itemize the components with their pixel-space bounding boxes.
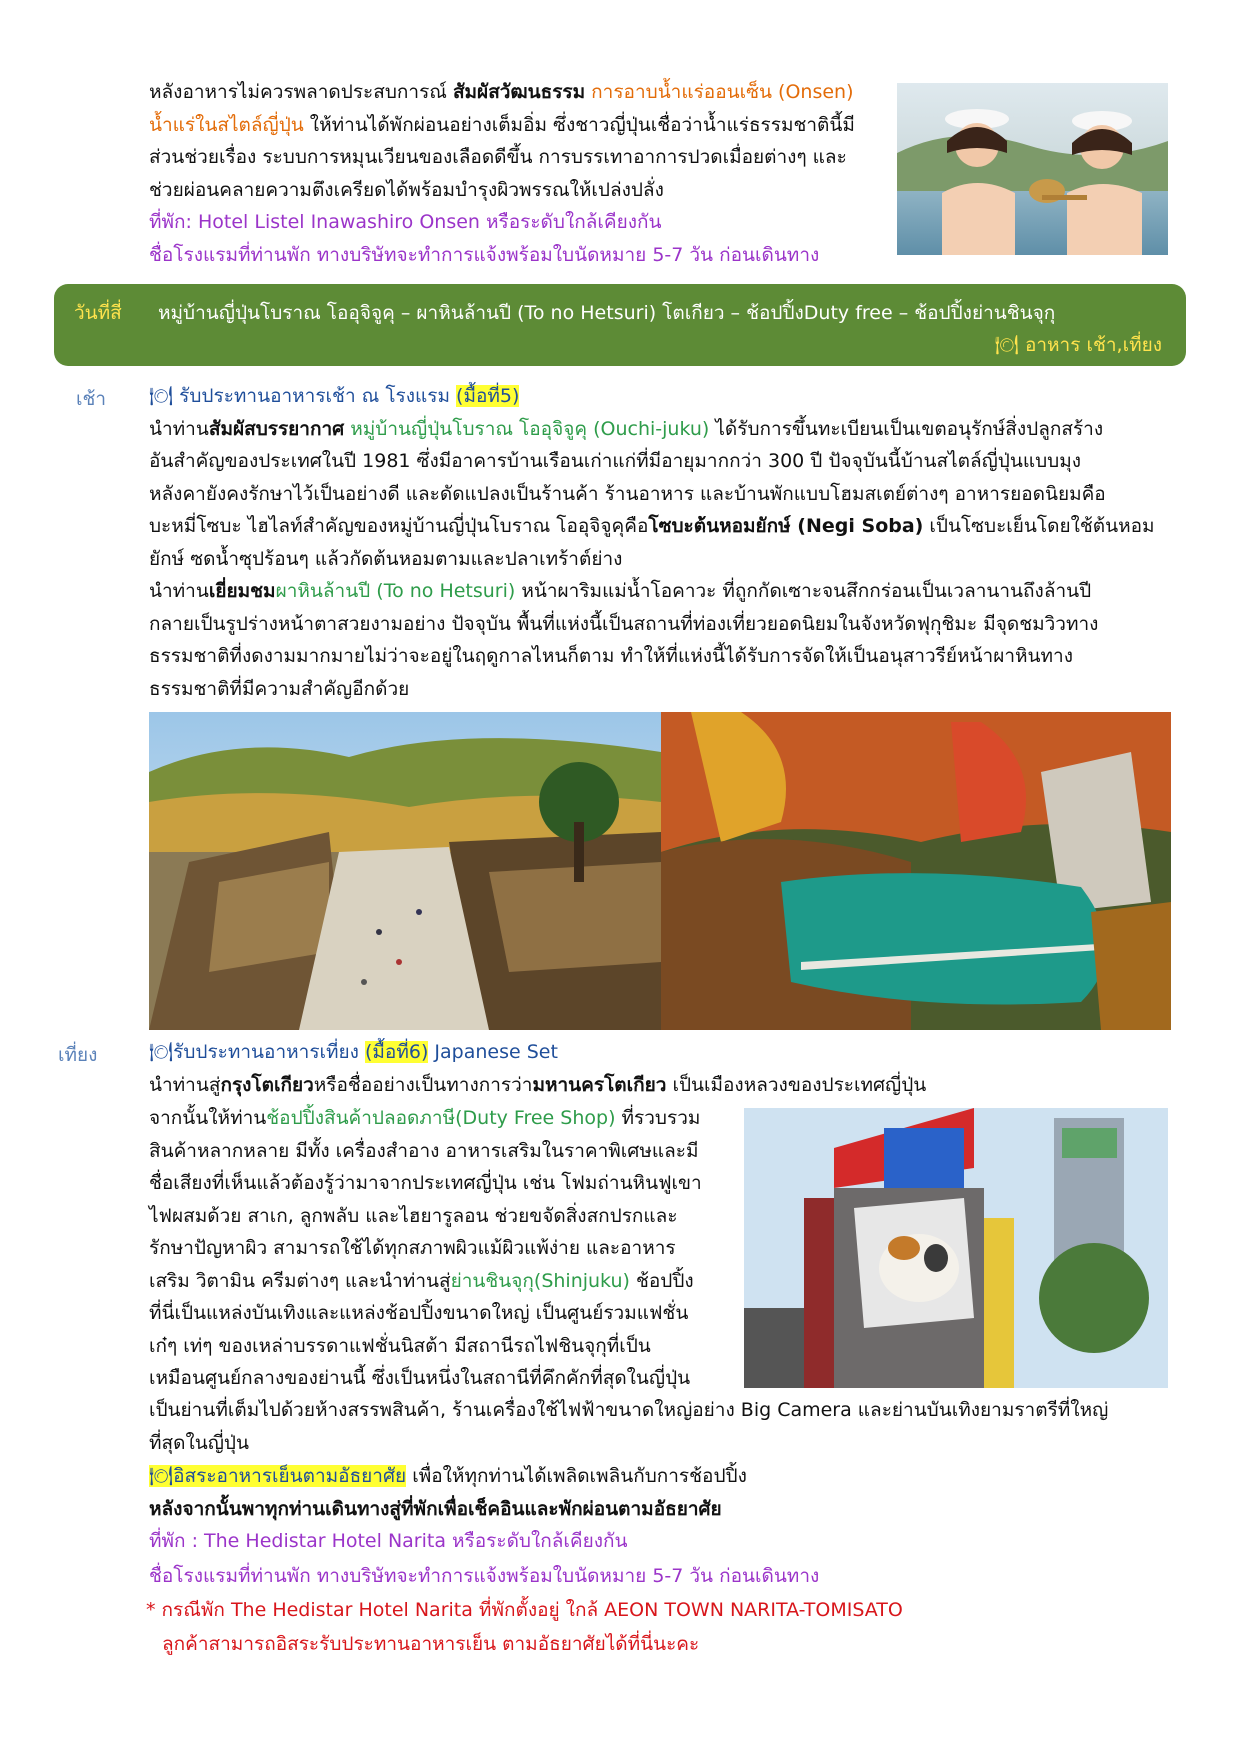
hotel-note: ชื่อโรงแรมที่ท่านพัก ทางบริษัทจะทำการแจ้งพร้อมใบนัดหมาย 5-7 วัน ก่อนเดินทาง	[149, 243, 820, 266]
morning-p1-l2: อันสำคัญของประเทศในปี 1981 ซึ่งมีอาคารบ้านเรือนเก่าแก่ที่มีอายุมากกว่า 300 ปี ปัจจุบันนี้บ้านสไตล์ญี่ปุ่นแบบมุง	[149, 450, 1082, 472]
meal-icon: 🍽	[149, 385, 174, 407]
hotel-line: ที่พัก: Hotel Listel Inawashiro Onsen หรือระดับใกล้เคียงกัน	[149, 211, 662, 233]
morning-p2-l3: ธรรมชาติที่งดงามมากมายไม่ว่าจะอยู่ในฤดูกาลไหนก็ตาม ทำให้ที่แห่งนี้ได้รับการจัดให้เป็นอนุสาวรีย์หน้าผาหินทาง	[149, 645, 1073, 667]
noon-line-5: ไฟผสมด้วย สาเก, ลูกพลับ และไฮยารูลอน ช่วยขจัดสิ่งสกปรกและ	[149, 1204, 678, 1227]
day-label: วันที่สี่	[74, 302, 122, 324]
note-line-1: * กรณีพัก The Hedistar Hotel Narita ที่พักตั้งอยู่ ใกล้ AEON TOWN NARITA-TOMISATO	[146, 1599, 903, 1621]
evening-section	[149, 1460, 1173, 1592]
morning-label: เช้า	[76, 388, 107, 410]
noon-line-7: เสริม วิตามิน ครีมต่างๆ และนำท่านสู่ย่านชินจุกุ(Shinjuku) ช้อปปิ้ง	[149, 1269, 694, 1292]
noon-line-1: นำท่านสู่กรุงโตเกียวหรือชื่ออย่างเป็นทางการว่ามหานครโตเกียว เป็นเมืองหลวงของประเทศญี่ปุ่น	[149, 1074, 927, 1096]
checkin-line: หลังจากนั้นพาทุกท่านเดินทางสู่ที่พักเพื่อเช็คอินและพักผ่อนตามอัธยาศัย	[149, 1497, 722, 1520]
noon-label: เที่ยง	[58, 1044, 98, 1066]
ouchi-juku-photo	[149, 712, 661, 1030]
day-meals: 🍽 อาหาร เช้า,เที่ยง	[994, 334, 1162, 356]
noon-line-10: เหมือนศูนย์กลางของย่านนี้ ซึ่งเป็นหนึ่งในสถานีที่คึกคักที่สุดในญี่ปุ่น	[149, 1367, 691, 1389]
noon-line-6: รักษาปัญหาผิว สามารถใช้ได้ทุกสภาพผิวแม้ผิวแพ้ง่าย และอาหาร	[149, 1237, 676, 1259]
morning-p1-l5: ยักษ์ ซดน้ำซุปร้อนๆ แล้วกัดต้นหอมตามและปลาเทร้าต์ย่าง	[149, 547, 623, 570]
morning-meal-line: 🍽 รับประทานอาหารเช้า ณ โรงแรม (มื้อที่5)	[149, 385, 520, 407]
shinjuku-photo	[744, 1108, 1168, 1388]
noon-line-3: สินค้าหลากหลาย มีทั้ง เครื่องสำอาง อาหารเสริมในราคาพิเศษและมี	[149, 1139, 699, 1162]
noon-line-12: ที่สุดในญี่ปุ่น	[149, 1431, 249, 1454]
noon-line-2: จากนั้นให้ท่านช้อปปิ้งสินค้าปลอดภาษี(Duty Free Shop) ที่รวบรวม	[149, 1107, 701, 1129]
intro-paragraph	[149, 76, 884, 271]
meal-icon: 🍽	[149, 1465, 174, 1487]
morning-p1-l4: บะหมี่โซบะ ไฮไลท์สำคัญของหมู่บ้านญี่ปุ่นโบราณ โออุจิจูคุคือโซบะต้นหอมยักษ์ (Negi Soba) เป็นโซบะเย็นโดยใช้ต้นหอม	[149, 515, 1155, 537]
note-line-2: ลูกค้าสามารถอิสระรับประทานอาหารเย็น ตามอัธยาศัยได้ที่นี่นะคะ	[162, 1633, 700, 1655]
morning-p1-l1: นำท่านสัมผัสบรรยากาศ หมู่บ้านญี่ปุ่นโบราณ โออุจิจูคุ (Ouchi-juku) ได้รับการขึ้นทะเบียนเป็นเขตอนุรักษ์สิ่งปลูกสร้าง	[149, 417, 1104, 440]
day-banner	[54, 284, 1186, 366]
day-route: หมู่บ้านญี่ปุ่นโบราณ โออุจิจูคุ – ผาหินล้านปี (To no Hetsuri) โตเกียว – ช้อปปิ้งDuty free – ช้อปปิ้งย่านชินจุกุ	[158, 302, 1056, 324]
hotel-line: ที่พัก : The Hedistar Hotel Narita หรือระดับใกล้เคียงกัน	[149, 1530, 628, 1552]
noon-wide-lines	[149, 1394, 1173, 1459]
onsen-photo	[897, 83, 1168, 255]
intro-line-4: ช่วยผ่อนคลายความตึงเครียดได้พร้อมบำรุงผิวพรรณให้เปล่งปลั่ง	[149, 178, 664, 201]
meal-number: (มื้อที่5)	[456, 385, 520, 407]
noon-line-8: ที่นี่เป็นแหล่งบันเทิงและแหล่งช้อปปิ้งขนาดใหญ่ เป็นศูนย์รวมแฟชั่น	[149, 1302, 689, 1324]
morning-section	[149, 380, 1173, 705]
meal-icon: 🍽	[994, 334, 1019, 356]
morning-p2-l2: กลายเป็นรูปร่างหน้าตาสวยงามอย่าง ปัจจุบัน พื้นที่แห่งนี้เป็นสถานที่ท่องเที่ยวยอดนิยมในจังหวัดฟุกุชิมะ มีจุดชมวิวทาง	[149, 612, 1099, 635]
morning-p2-l4: ธรรมชาติที่มีความสำคัญอีกด้วย	[149, 677, 410, 700]
intro-line-2: น้ำแร่ในสไตล์ญี่ปุ่น ให้ท่านได้พักผ่อนอย่างเต็มอิ่ม ซึ่งชาวญี่ปุ่นเชื่อว่าน้ำแร่ธรรมชาตินี้มี	[149, 113, 855, 136]
noon-column	[149, 1102, 729, 1395]
to-no-hetsuri-photo	[661, 712, 1171, 1030]
intro-line-3: ส่วนช่วยเรื่อง ระบบการหมุนเวียนของเลือดดีขึ้น การบรรเทาอาการปวดเมื่อยต่างๆ และ	[149, 146, 847, 168]
evening-meal-line: 🍽อิสระอาหารเย็นตามอัธยาศัย เพื่อให้ทุกท่านได้เพลิดเพลินกับการช้อปปิ้ง	[149, 1465, 747, 1487]
noon-meal-line: 🍽รับประทานอาหารเที่ยง (มื้อที่6) Japanese Set	[149, 1041, 558, 1063]
hotel-note: ชื่อโรงแรมที่ท่านพัก ทางบริษัทจะทำการแจ้งพร้อมใบนัดหมาย 5-7 วัน ก่อนเดินทาง	[149, 1564, 820, 1587]
evening-meal-highlight: 🍽อิสระอาหารเย็นตามอัธยาศัย	[149, 1465, 407, 1487]
meal-number: (มื้อที่6)	[365, 1041, 429, 1063]
meal-icon: 🍽	[149, 1041, 174, 1063]
noon-line-9: เก๋ๆ เท่ๆ ของเหล่าบรรดาแฟชั่นนิสต้า มีสถานีรถไฟชินจุกุที่เป็น	[149, 1334, 651, 1357]
noon-line-11: เป็นย่านที่เต็มไปด้วยห้างสรรพสินค้า, ร้านเครื่องใช้ไฟฟ้าขนาดใหญ่อย่าง Big Camera และย่านบันเทิงยามราตรีที่ใหญ่	[149, 1399, 1109, 1421]
morning-p2-l1: นำท่านเยี่ยมชมผาหินล้านปี (To no Hetsuri) หน้าผาริมแม่น้ำโอคาวะ ที่ถูกกัดเซาะจนสึกกร่อนเป็นเวลานานถึงล้านปี	[149, 580, 1092, 602]
morning-p1-l3: หลังคายังคงรักษาไว้เป็นอย่างดี และดัดแปลงเป็นร้านค้า ร้านอาหาร และบ้านพักแบบโฮมสเตย์ต่างๆ อาหารยอดนิยมคือ	[149, 482, 1106, 505]
noon-line-4: ชื่อเสียงที่เห็นแล้วต้องรู้ว่ามาจากประเทศญี่ปุ่น เช่น โฟมถ่านหินฟูเขา	[149, 1172, 702, 1194]
intro-line-1: หลังอาหารไม่ควรพลาดประสบการณ์ สัมผัสวัฒนธรรม การอาบน้ำแร่ออนเซ็น (Onsen)	[149, 81, 854, 103]
